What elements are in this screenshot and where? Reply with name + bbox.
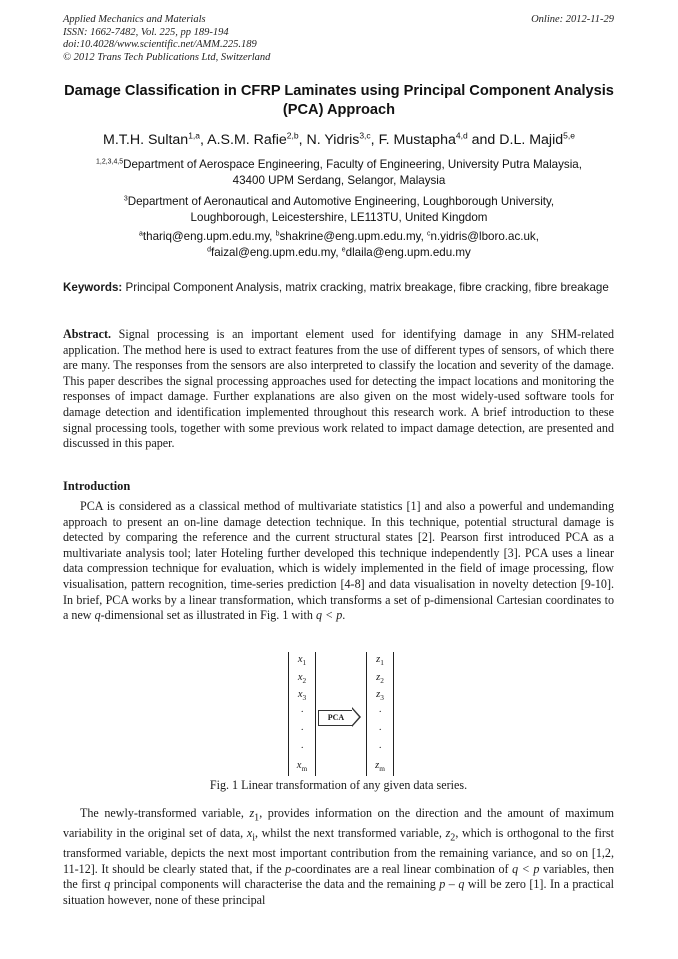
abstract [63,327,614,452]
text-run: -dimensional set as illustrated in Fig. 1 with [100,608,316,623]
keywords [63,280,614,295]
author-name: D.L. Majid [499,132,564,148]
vector-element: · [378,742,382,754]
vector-element: $x_2$ [297,671,307,685]
pca-arrow-label: PCA [318,710,353,726]
journal-name: Applied Mechanics and Materials [63,14,206,25]
author-sup: 2,b [286,130,299,141]
affiliation-line: Department of Aeronautical and Automotive Engineering, Loughborough University, [127,195,555,208]
email-link[interactable]: shakrine@eng.upm.edu.my, [279,230,428,243]
section-heading-introduction: Introduction [63,479,131,493]
text-run: , provides information on the direction and the amount of maximum variability in the original set of data, [63,806,615,840]
math-var: p [285,861,292,876]
output-vector [366,652,394,776]
intro-paragraph-1 [63,499,614,624]
author-name: M.T.H. Sultan [103,132,189,148]
text-run: . [342,608,346,623]
intro-paragraph-2 [63,806,614,908]
text-run: -coordinates are a real linear combination of [291,861,513,876]
text-run: The newly-transformed variable, [80,806,250,820]
affiliation-line: Loughborough, Leicestershire, LE113TU, United Kingdom [190,211,488,225]
text-run: , whilst the next transformed variable, [255,826,446,840]
issn-line: ISSN: 1662-7482, Vol. 225, pp 189-194 [63,26,229,38]
author-sup: 1,a [188,130,201,141]
vector-element: $z_2$ [376,671,384,685]
email-list: $^a$thariq@eng.upm.edu.my, $^b$shakrine@eng.upm.edu.my, $^c$n.yidris@lboro.ac.uk, $^d$faizal@eng.upm.edu.my, $^e$dlaila@eng.upm.edu.my [139,230,539,260]
author-sup: 4,d [455,130,468,141]
math-var: x [246,826,253,840]
vector-element: $x_3$ [297,689,307,703]
vector-element: $x_m$ [296,760,308,774]
doi-line: doi:10.4028/www.scientific.net/AMM.225.189 [63,39,257,51]
vector-element: $z_3$ [376,689,384,703]
text-run: , which is orthogonal to the first transformed variable, depicts the next most important contribution from the remaining variance, and so on [1,2, 11-12]. It should be clearly stated that, if the [63,826,614,876]
affiliation-line: Department of Aerospace Engineering, Faculty of Engineering, University Putra Malaysia, [123,158,582,171]
math-expr: p – q [439,877,465,892]
math-sub: i [252,832,255,844]
vector-element: · [300,742,304,754]
vector-element: · [300,707,304,719]
author-sup: 3,c [359,130,371,141]
math-var: q [94,608,101,623]
affiliation-sup: 1,2,3,4,5 [96,158,124,166]
author-sup: 5,e [563,130,575,141]
author-name: A.S.M. Rafie [207,132,287,148]
text-run: variables, then the first [63,861,614,892]
affiliation-1 [48,157,630,189]
author-sep: , [370,132,379,148]
email-link[interactable]: dlaila@eng.upm.edu.my [345,246,471,260]
email-link[interactable]: faizal@eng.upm.edu.my, [211,246,342,260]
author-name: F. Mustapha [378,132,456,148]
math-var: z [249,806,255,820]
math-var: z [445,826,451,840]
vector-element: · [378,707,382,719]
vector-element: $x_1$ [297,654,307,668]
email-link[interactable]: n.yidris@lboro.ac.uk, [430,230,539,243]
affiliation-2 [48,194,630,226]
text-run: principal components will characterise the data and the remaining [110,877,440,892]
keywords-text: Principal Component Analysis, matrix cracking, matrix breakage, fibre cracking, fibre breakage [122,281,609,294]
input-vector [288,652,316,776]
math-sub: 1 [254,812,260,824]
text-run: PCA is considered as a classical method of multivariate statistics [1] and also a powerful and undemanding approach to present an on-line damage detection technique. In this technique, potential structural damage is detected by comparing the reference and the current structural states [2]. Pearson first introduced PCA as a multivariate analysis tool; later Hoteling further developed this technique independently [3]. PCA uses a linear data compression technique for evaluation, which is widely implemented in the field of image processing, flow visualisation, pattern recognition, time-series prediction [4-8] and data visualisation in novelty detection [9-10]. In brief, PCA works by a linear transformation, which transforms a set of p-dimensional Cartesian coordinates to a new [63,499,614,623]
abstract-label: Abstract. [63,327,112,341]
keywords-label: Keywords: [63,281,123,294]
paper-title: Damage Classification in CFRP Laminates using Principal Component Analysis (PCA) Approach [64,83,614,118]
vector-element: · [378,724,382,736]
email-link[interactable]: thariq@eng.upm.edu.my, [142,230,276,243]
affiliation-line: 43400 UPM Serdang, Selangor, Malaysia [232,174,446,188]
copyright-line: © 2012 Trans Tech Publications Ltd, Switzerland [63,51,271,63]
pca-figure [280,652,400,776]
text-run: will be zero [1]. In a practical situation however, none of these principal [63,877,614,907]
math-expr: q < p [315,608,343,623]
math-sub: 2 [450,832,456,844]
math-var: q [104,877,111,892]
online-date: Online: 2012-11-29 [531,14,614,25]
figure-caption: Fig. 1 Linear transformation of any given data series. [209,778,468,792]
author-name: N. Yidris [306,132,360,148]
author-sep: , [298,132,307,148]
vector-element: $z_1$ [376,654,384,668]
math-expr: q < p [512,861,540,876]
abstract-text: Signal processing is an important element used for identifying damage in any SHM-related application. The method here is used to extract features from the use of different types of sensors, of which there are many. The responses from the sensors are also interpreted to classify the location and severity of the damage. This paper describes the signal processing approaches used for detecting the impact locations and monitoring the responses of impact damage. Further explanations are also given on the most widely-used software tools for damage detection and identification implemented throughout this research work. A brief introduction to these signal processing tools, together with some previous work related to impact damage detection, are presented and discussed in this paper. [63,327,614,451]
vector-element: · [300,724,304,736]
author-list [40,131,638,149]
vector-element: $z_m$ [375,760,385,774]
journal-header [63,14,270,64]
affiliation-sup: 3 [123,195,128,203]
author-sep: and [467,132,500,148]
author-sep: , [200,132,208,148]
arrow-right-icon [352,707,361,727]
